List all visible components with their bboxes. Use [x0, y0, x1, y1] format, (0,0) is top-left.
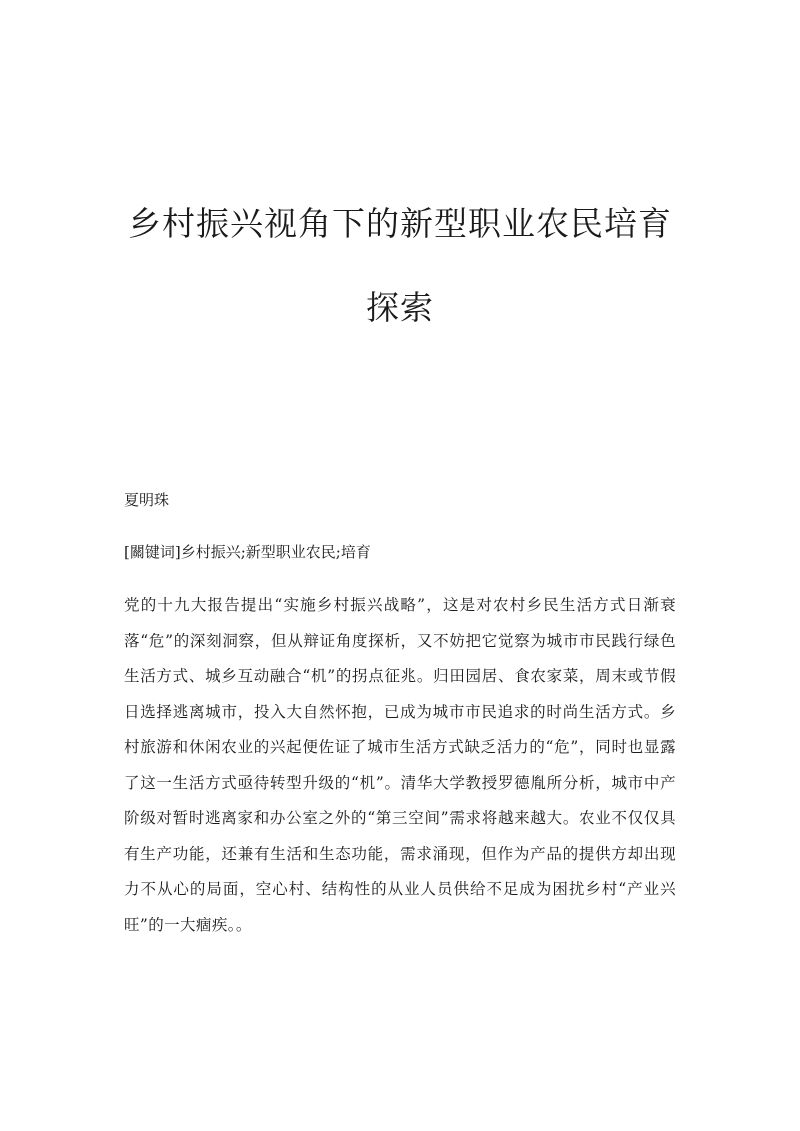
body-paragraph: 党的十九大报告提出“实施乡村振兴战略”，这是对农村乡民生活方式日渐衰落“危”的深刻洞察，但从辩证角度探析，又不妨把它觉察为城市市民践行绿色生活方式、城乡互动融合“机”的拐点征兆。归田园居、食农家菜，周末或节假日选择逃离城市，投入大自然怀抱，已成为城市市民追求的时尚生活方式。乡村旅游和休闲农业的兴起便佐证了城市生活方式缺乏活力的“危”，同时也显露了这一生活方式亟待转型升级的“机”。清华大学教授罗德胤所分析，城市中产阶级对暂时逃离家和办公室之外的“第三空间”需求将越来越大。农业不仅仅具有生产功能，还兼有生活和生态功能，需求涌现，但作为产品的提供方却出现力不从心的局面，空心村、结构性的从业人员供给不足成为困扰乡村“产业兴旺”的一大痼疾。。: [124, 596, 676, 934]
document-title: 乡村振兴视角下的新型职业农民培育探索: [128, 204, 672, 327]
keywords-line: [關键词]乡村振兴;新型职业农民;培育: [124, 543, 371, 561]
author-name: 夏明珠: [124, 491, 170, 509]
